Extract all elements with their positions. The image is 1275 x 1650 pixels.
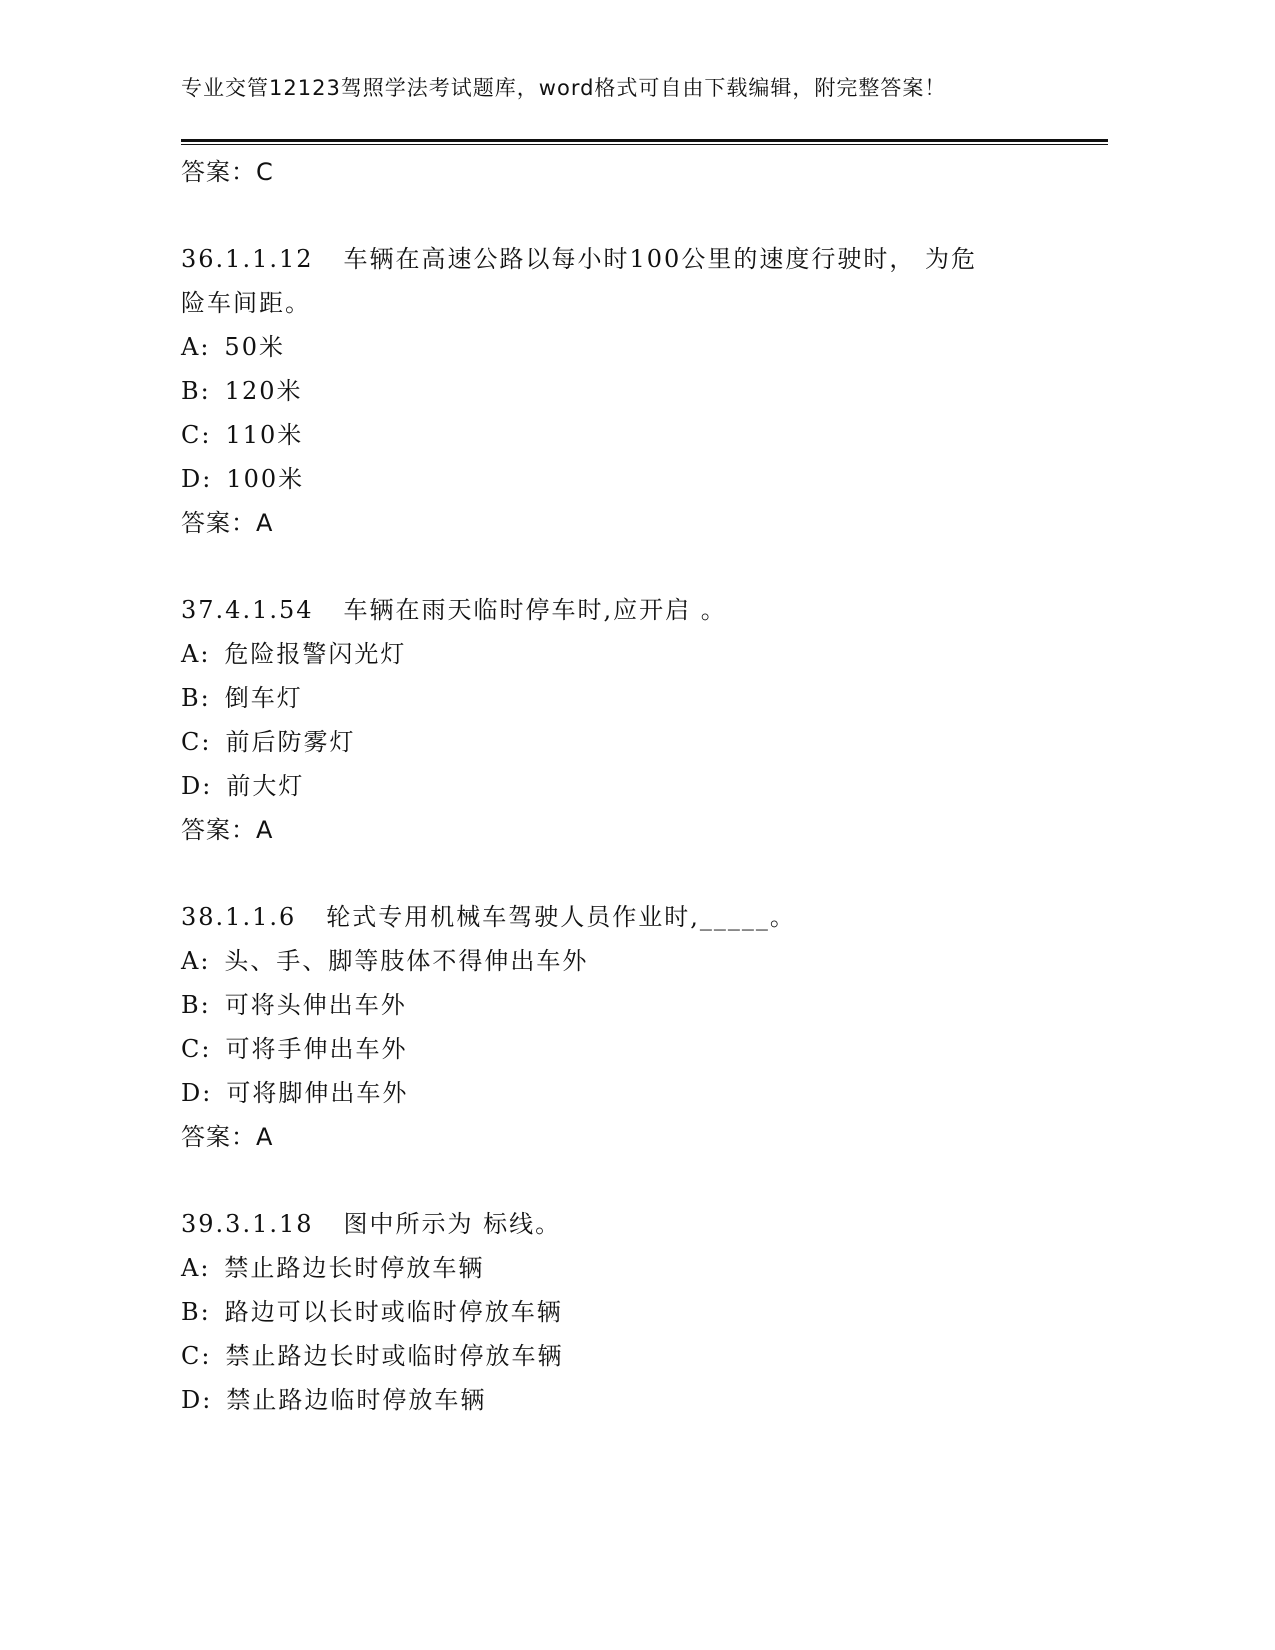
option-text: 120米 [224,377,303,405]
option-d [181,457,1041,501]
question-stem [181,588,1041,632]
page-header: 专业交管12123驾照学法考试题库，word格式可自由下载编辑，附完整答案！ [181,76,947,100]
option-letter: C: [181,1342,212,1370]
option-letter: D: [181,465,213,493]
option-text: 50米 [224,333,285,361]
option-c [181,720,1041,764]
question-39 [181,1202,1041,1422]
question-number: 38.1.1.6 [181,903,297,931]
option-letter: C: [181,421,212,449]
question-text: 车辆在雨天临时停车时,应开启 。 [343,596,727,624]
question-number: 39.3.1.18 [181,1210,314,1238]
option-c [181,413,1041,457]
option-b [181,1290,1041,1334]
option-d [181,1071,1041,1115]
option-text: 禁止路边长时停放车辆 [224,1254,485,1282]
question-37 [181,588,1041,852]
question-text-continued: 险车间距。 [181,289,311,317]
option-text: 禁止路边长时或临时停放车辆 [225,1342,564,1370]
option-text: 前后防雾灯 [225,728,356,756]
option-text: 头、手、脚等肢体不得伸出车外 [224,947,589,975]
spacer [181,1159,1041,1202]
option-letter: B: [181,377,211,405]
option-letter: B: [181,1298,211,1326]
option-a [181,325,1041,369]
answer: 答案：A [181,1123,274,1151]
option-text: 禁止路边临时停放车辆 [226,1386,487,1414]
question-text: 图中所示为 标线。 [343,1210,562,1238]
previous-answer: 答案：C [181,158,274,186]
option-text: 路边可以长时或临时停放车辆 [224,1298,563,1326]
question-text: 车辆在高速公路以每小时100公里的速度行驶时， 为危 [343,245,977,273]
option-letter: A: [181,947,211,975]
question-stem [181,237,1041,281]
question-number: 36.1.1.12 [181,245,314,273]
option-text: 可将头伸出车外 [224,991,407,1019]
option-text: 前大灯 [226,772,305,800]
option-b [181,676,1041,720]
option-letter: C: [181,1035,212,1063]
option-letter: A: [181,640,211,668]
option-text: 倒车灯 [224,684,303,712]
option-text: 可将脚伸出车外 [226,1079,409,1107]
question-38 [181,895,1041,1159]
option-d [181,764,1041,808]
spacer [181,545,1041,588]
option-b [181,369,1041,413]
question-number: 37.4.1.54 [181,596,314,624]
option-text: 可将手伸出车外 [225,1035,408,1063]
option-a [181,939,1041,983]
option-c [181,1027,1041,1071]
option-letter: D: [181,1386,213,1414]
header-rule-thick [181,139,1108,142]
document-body [181,150,1041,1422]
header-rule-thin [181,144,1108,145]
option-text: 危险报警闪光灯 [224,640,407,668]
spacer [181,852,1041,895]
option-letter: D: [181,772,213,800]
option-letter: D: [181,1079,213,1107]
answer: 答案：A [181,816,274,844]
option-letter: B: [181,684,211,712]
question-36 [181,237,1041,545]
option-c [181,1334,1041,1378]
option-text: 100米 [226,465,305,493]
option-d [181,1378,1041,1422]
option-letter: C: [181,728,212,756]
option-b [181,983,1041,1027]
spacer [181,194,1041,237]
option-a [181,632,1041,676]
question-text: 轮式专用机械车驾驶人员作业时,_____。 [326,903,796,931]
option-letter: A: [181,1254,211,1282]
answer: 答案：A [181,509,274,537]
option-letter: A: [181,333,211,361]
option-letter: B: [181,991,211,1019]
option-text: 110米 [225,421,304,449]
option-a [181,1246,1041,1290]
question-stem [181,1202,1041,1246]
question-stem [181,895,1041,939]
